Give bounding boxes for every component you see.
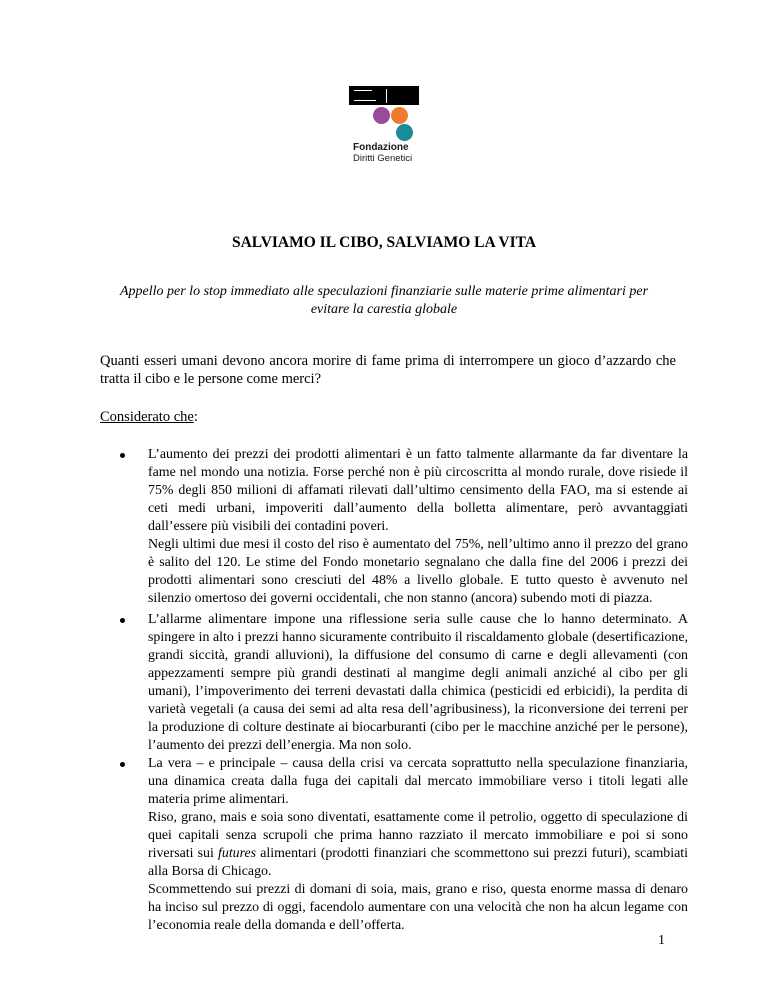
bullet-icon [120,618,125,623]
bullet-paragraph: Negli ultimi due mesi il costo del riso è aumentato del 75%, nell’ultimo anno il prezzo del grano è salito del 120. Le stime del Fondo monetario segnalano che dalla fine del 2006 i prezzi dei prodotti alimentari sono cresciuti del 48% a livello globale. E tutto questo è avvenuto nel silenzio omertoso dei governi occidentali, che non stanno (ancora) subendo moti di piazza. [148,537,688,606]
bullet-paragraph: L’allarme alimentare impone una riflessione seria sulle cause che lo hanno determinato. A spingere in alto i prezzi hanno sicuramente contribuito il riscaldamento globale (desertificazione, grandi siccità, grandi alluvioni), la diffusione del consumo di carne e degli allevamenti (con appezzamenti sempre più grandi destinati al mangime degli animali anziché al cibo per gli umani), l’impoverimento dei terreni devastati dalla chimica (pesticidi ed erbicidi), la perdita di varietà vegetali (a causa dei semi ad alta resa dell’agribusiness), la riconversione dei terreni per la produzione di colture destinate ai biocarburanti (cibo per le macchine anziché per le persone), l’aumento dei prezzi dell’energia. Ma non solo. [148,612,688,753]
logo-orange-dot [391,107,408,124]
text-run: alimentari (prodotti finanziari che scommettono sui prezzi futuri), scambiati alla Borsa di Chicago. [148,846,688,879]
considerato-heading [100,409,198,426]
document-subtitle: Appello per lo stop immediato alle speculazioni finanziarie sulle materie prime alimentari per evitare la carestia globale [119,284,649,317]
considerato-label: Considerato che [100,409,194,425]
bullet-paragraph: L’aumento dei prezzi dei prodotti alimentari è un fatto talmente allarmante da far diventare la fame nel mondo una notizia. Forse perché non è più circoscritta al mondo rurale, dove risiede il 75% degli 850 milioni di affamati rilevati dall’ultimo censimento della FAO, ma si estende ai ceti medi urbani, impoveriti dall’aumento della bolletta alimentare, però avvantaggiati dall’essere più visibili dei contadini poveri. [148,447,688,534]
considerato-colon: : [193,409,198,425]
bullet-paragraph: Scommettendo sui prezzi di domani di soia, mais, grano e riso, questa enorme massa di denaro ha inciso sul prezzo di oggi, facendolo aumentare con una velocità che non ha alcun legame con l’economia reale della domanda e dell’offerta. [148,882,688,933]
logo-teal-dot [396,124,413,141]
logo-black-bar [349,86,419,105]
logo-line1: Fondazione [353,142,409,153]
intro-paragraph: Quanti esseri umani devono ancora morire di fame prima di interrompere un gioco d’azzardo che tratta il cibo e le persone come merci? [100,353,676,387]
logo-line2: Diritti Genetici [353,153,413,164]
bullet-icon [120,762,125,767]
logo-text [353,142,431,164]
logo-purple-dot [373,107,390,124]
document-title: SALVIAMO IL CIBO, SALVIAMO LA VITA [231,234,537,251]
italic-term: futures [218,846,257,861]
page-number: 1 [658,933,665,948]
bullet-paragraph [148,809,688,881]
text-run: Riso, grano, mais e soia sono diventati, esattamente come il petrolio, oggetto di speculazione di quei capitali senza scrupoli che prima hanno razziato il mercato immobiliare e poi si sono riversati sui [148,810,688,861]
fondazione-logo [349,86,429,172]
bullet-icon [120,453,125,458]
bullet-paragraph: La vera – e principale – causa della crisi va cercata soprattutto nella speculazione finanziaria, una dinamica creata dalla fuga dei capitali dal mercato immobiliare verso i titoli legati alle materia prime alimentari. [148,756,688,807]
